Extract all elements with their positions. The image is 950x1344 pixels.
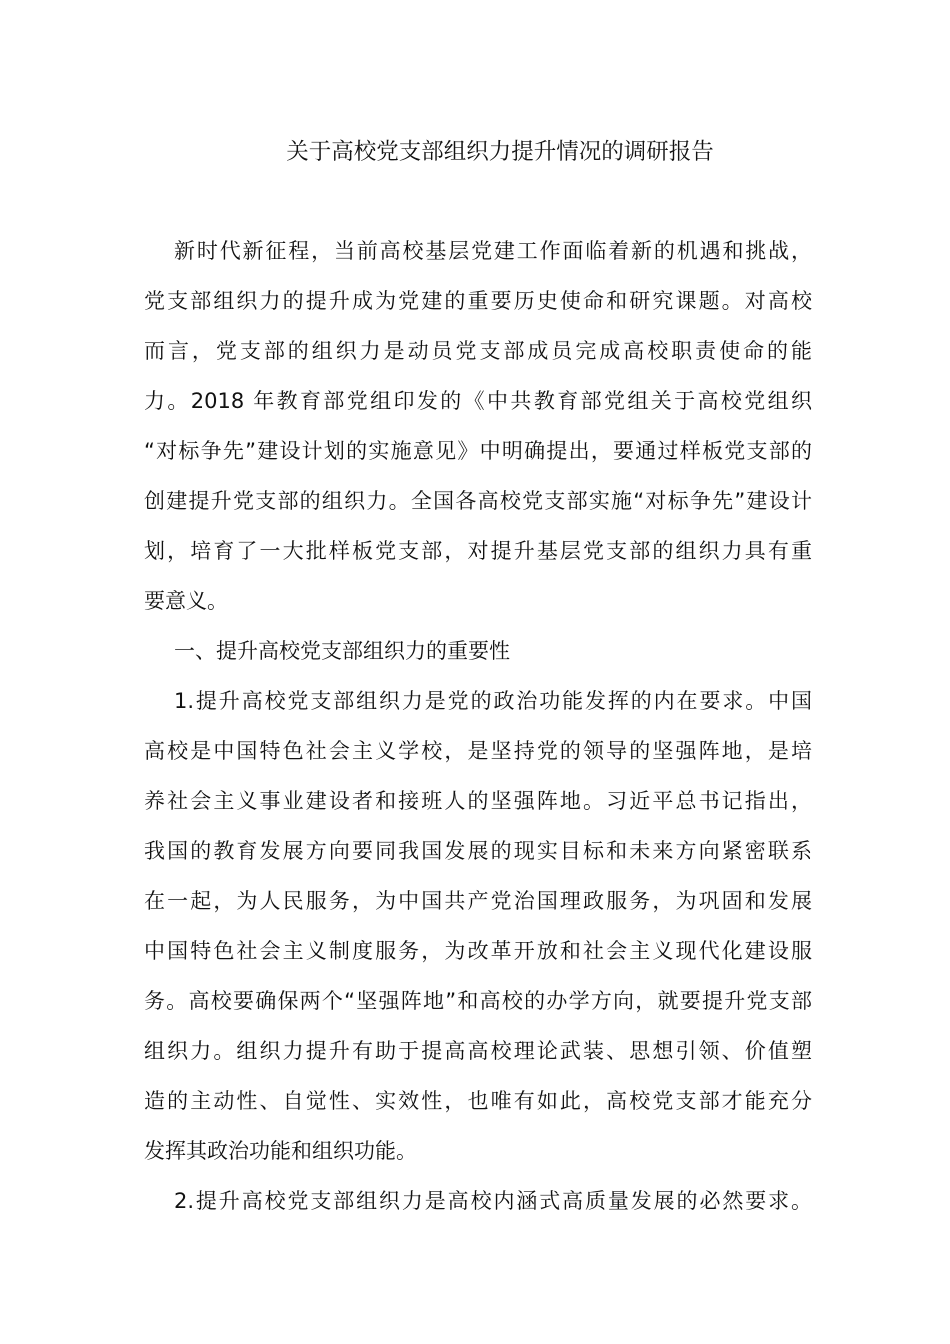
body-line: 1.提升高校党支部组织力是党的政治功能发挥的内在要求。中国	[174, 689, 812, 713]
body-line: “对标争先”建设计划的实施意见》中明确提出，要通过样板党支部的	[144, 439, 812, 463]
body-line: 党支部组织力的提升成为党建的重要历史使命和研究课题。对高校	[144, 289, 812, 313]
body-line: 要意义。	[144, 589, 228, 613]
document-title: 关于高校党支部组织力提升情况的调研报告	[286, 139, 714, 165]
body-line: 而言，党支部的组织力是动员党支部成员完成高校职责使命的能	[144, 339, 812, 363]
body-line: 2.提升高校党支部组织力是高校内涵式高质量发展的必然要求。	[174, 1189, 812, 1213]
body-line: 中国特色社会主义制度服务，为改革开放和社会主义现代化建设服	[144, 939, 812, 963]
body-line: 发挥其政治功能和组织功能。	[144, 1139, 417, 1163]
body-line: 划，培育了一大批样板党支部，对提升基层党支部的组织力具有重	[144, 539, 812, 563]
body-line: 高校是中国特色社会主义学校，是坚持党的领导的坚强阵地，是培	[144, 739, 812, 763]
body-line: 务。高校要确保两个“坚强阵地”和高校的办学方向，就要提升党支部	[144, 989, 812, 1013]
body-line: 在一起，为人民服务，为中国共产党治国理政服务，为巩固和发展	[144, 889, 812, 913]
body-line: 力。2018 年教育部党组印发的《中共教育部党组关于高校党组织	[144, 389, 812, 413]
body-line: 组织力。组织力提升有助于提高高校理论武装、思想引领、价值塑	[144, 1039, 812, 1063]
body-line: 养社会主义事业建设者和接班人的坚强阵地。习近平总书记指出，	[144, 789, 812, 813]
body-line: 我国的教育发展方向要同我国发展的现实目标和未来方向紧密联系	[144, 839, 812, 863]
section-heading: 一、提升高校党支部组织力的重要性	[174, 639, 510, 663]
body-line: 创建提升党支部的组织力。全国各高校党支部实施“对标争先”建设计	[144, 489, 812, 513]
body-line: 造的主动性、自觉性、实效性，也唯有如此，高校党支部才能充分	[144, 1089, 812, 1113]
body-line: 新时代新征程，当前高校基层党建工作面临着新的机遇和挑战，	[174, 239, 812, 263]
document-body	[144, 226, 812, 1226]
